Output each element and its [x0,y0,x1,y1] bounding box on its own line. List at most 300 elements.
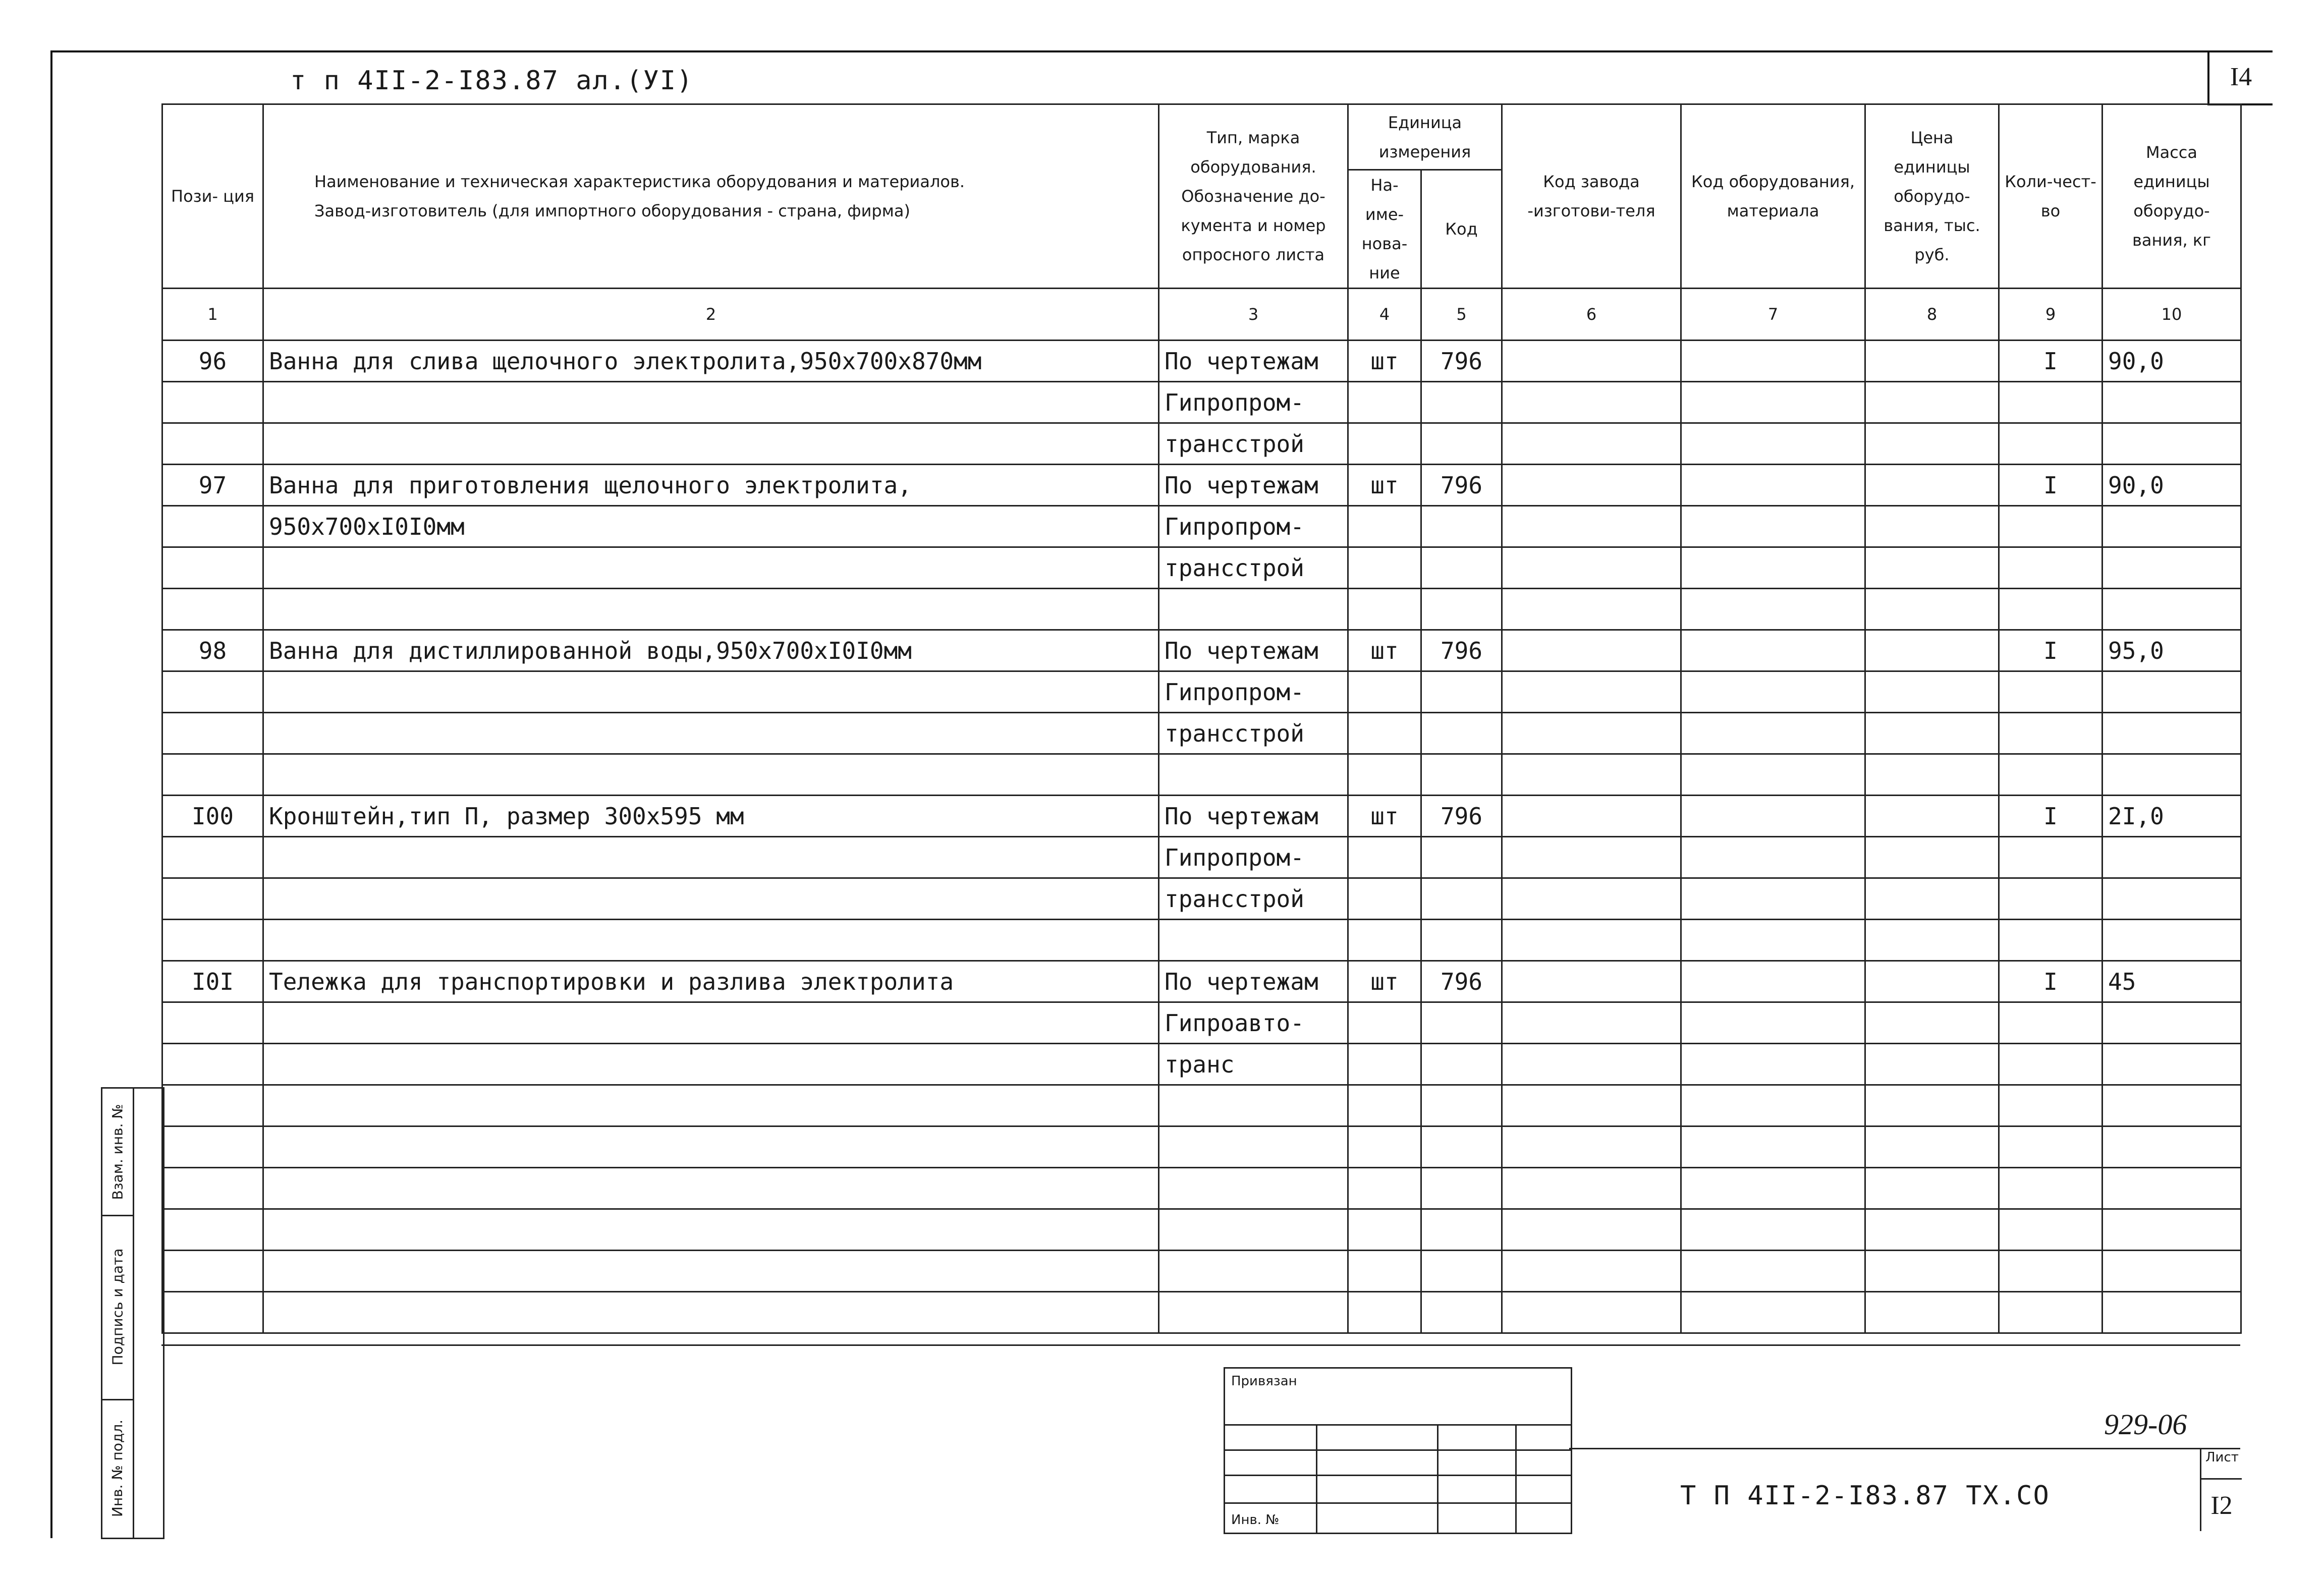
cell-unit-name [1348,1044,1421,1085]
page-number: I4 [2230,63,2252,91]
cell-position [162,754,263,796]
cell-mass [2102,1044,2241,1085]
cell-equipment-code [1681,382,1865,423]
cell-unit-code [1421,423,1502,465]
cell-type: трансстрой [1159,713,1348,754]
cell-unit-code [1421,713,1502,754]
cell-factory-code [1502,1126,1681,1168]
cell-quantity [1999,1209,2102,1251]
cell-quantity [1999,920,2102,961]
table-row [162,1044,2241,1085]
cell-name: Ванна для слива щелочного электролита,950x700x870мм [263,341,1159,382]
cell-price [1865,878,1999,920]
cell-position [162,1002,263,1044]
cell-name [263,878,1159,920]
cell-equipment-code [1681,1085,1865,1126]
cell-equipment-code [1681,837,1865,878]
col-header-equipment-code: Код оборудования, материала [1681,104,1865,289]
column-number: 5 [1421,289,1502,341]
cell-unit-name [1348,506,1421,547]
cell-factory-code [1502,754,1681,796]
cell-price [1865,1168,1999,1209]
cell-name [263,1292,1159,1333]
cell-position [162,1168,263,1209]
cell-mass [2102,878,2241,920]
cell-unit-name: шт [1348,961,1421,1002]
signature-date-cell [102,1215,133,1400]
column-number: 6 [1502,289,1681,341]
cell-unit-name [1348,1002,1421,1044]
cell-price [1865,671,1999,713]
cell-equipment-code [1681,423,1865,465]
cell-position [162,1044,263,1085]
cell-mass [2102,920,2241,961]
cell-mass [2102,671,2241,713]
cell-quantity [1999,671,2102,713]
inv-original-label: Инв. № подл. [109,1419,126,1517]
cell-equipment-code [1681,961,1865,1002]
cell-price [1865,1292,1999,1333]
cell-unit-code [1421,1002,1502,1044]
table-row [162,341,2241,382]
cell-factory-code [1502,382,1681,423]
col-header-price: Цена единицы оборудо-вания, тыс. руб. [1865,104,1999,289]
cell-mass [2102,547,2241,589]
cell-unit-code [1421,878,1502,920]
cell-equipment-code [1681,547,1865,589]
cell-price [1865,341,1999,382]
cell-unit-name [1348,1251,1421,1292]
cell-quantity [1999,1292,2102,1333]
cell-type [1159,754,1348,796]
cell-factory-code [1502,713,1681,754]
cell-type [1159,589,1348,630]
table-row [162,589,2241,630]
cell-unit-code: 796 [1421,796,1502,837]
cell-type [1159,1126,1348,1168]
cell-unit-code [1421,547,1502,589]
cell-factory-code [1502,465,1681,506]
cell-mass: 90,0 [2102,341,2241,382]
cell-type: трансстрой [1159,423,1348,465]
table-row [162,630,2241,671]
cell-unit-name [1348,382,1421,423]
column-number: 8 [1865,289,1999,341]
cell-mass [2102,589,2241,630]
cell-type: По чертежам [1159,630,1348,671]
cell-name [263,1168,1159,1209]
table-row [162,1085,2241,1126]
cell-factory-code [1502,341,1681,382]
cell-mass [2102,754,2241,796]
cell-quantity [1999,1085,2102,1126]
cell-position [162,878,263,920]
equipment-spec-table [161,103,2242,1334]
cell-equipment-code [1681,1251,1865,1292]
column-number: 1 [162,289,263,341]
header-doc-code: т п 4II-2-I83.87 ал.(УI) [290,66,694,96]
cell-price [1865,382,1999,423]
cell-position [162,920,263,961]
cell-price [1865,589,1999,630]
cell-factory-code [1502,961,1681,1002]
cell-factory-code [1502,1002,1681,1044]
cell-price [1865,961,1999,1002]
column-number: 7 [1681,289,1865,341]
cell-type: транс [1159,1044,1348,1085]
cell-position [162,506,263,547]
cell-name [263,423,1159,465]
cell-unit-code: 796 [1421,961,1502,1002]
cell-position: 98 [162,630,263,671]
cell-price [1865,713,1999,754]
binding-stamp [1224,1367,1572,1534]
cell-type [1159,1209,1348,1251]
inventory-number: 929-06 [2104,1408,2187,1441]
table-row [162,754,2241,796]
table-row [162,796,2241,837]
col-header-name: Наименование и техническая характеристика оборудования и материалов. Завод-изготовитель (для импортного оборудования - страна, фирма) [263,104,1159,289]
table-row [162,878,2241,920]
table-bottom-line [161,1344,2240,1346]
cell-name [263,671,1159,713]
cell-price [1865,1126,1999,1168]
table-row [162,506,2241,547]
cell-name [263,920,1159,961]
cell-position [162,589,263,630]
cell-type: Гипропром- [1159,382,1348,423]
col-header-unit-code: Код [1421,170,1502,289]
col-header-unit: Единица измерения [1348,104,1502,170]
cell-name [263,547,1159,589]
cell-name: Ванна для приготовления щелочного электролита, [263,465,1159,506]
cell-price [1865,465,1999,506]
cell-unit-name [1348,1126,1421,1168]
cell-name: Тележка для транспортировки и разлива электролита [263,961,1159,1002]
cell-name: Ванна для дистиллированной воды,950x700xI0I0мм [263,630,1159,671]
cell-unit-name [1348,589,1421,630]
cell-mass [2102,506,2241,547]
cell-mass [2102,1126,2241,1168]
cell-mass [2102,1292,2241,1333]
cell-mass [2102,1209,2241,1251]
cell-equipment-code [1681,1292,1865,1333]
table-row [162,671,2241,713]
sheet-box [2200,1448,2242,1531]
cell-quantity [1999,878,2102,920]
table-row [162,837,2241,878]
cell-unit-name [1348,837,1421,878]
cell-position: 96 [162,341,263,382]
cell-price [1865,920,1999,961]
column-number: 2 [263,289,1159,341]
col-header-factory-code: Код завода -изготови-теля [1502,104,1681,289]
table-row [162,423,2241,465]
col-header-position: Пози- ция [162,104,263,289]
vzam-inv-label: Взам. инв. № [109,1103,126,1200]
page-number-box [2207,50,2273,105]
stamp-privyazan-label: Привязан [1231,1374,1297,1389]
cell-unit-name [1348,423,1421,465]
cell-unit-name: шт [1348,796,1421,837]
cell-unit-name [1348,1292,1421,1333]
cell-factory-code [1502,547,1681,589]
sheet-number: I2 [2201,1478,2242,1520]
cell-position [162,1085,263,1126]
cell-unit-name: шт [1348,465,1421,506]
cell-type: По чертежам [1159,465,1348,506]
cell-name [263,754,1159,796]
cell-position [162,671,263,713]
cell-type [1159,1292,1348,1333]
cell-unit-code [1421,506,1502,547]
cell-price [1865,547,1999,589]
cell-position [162,1126,263,1168]
cell-name [263,1209,1159,1251]
cell-unit-name [1348,671,1421,713]
column-number: 3 [1159,289,1348,341]
cell-factory-code [1502,1292,1681,1333]
cell-unit-code [1421,1209,1502,1251]
cell-price [1865,1085,1999,1126]
cell-quantity [1999,506,2102,547]
table-row [162,1168,2241,1209]
cell-quantity [1999,547,2102,589]
cell-name [263,1126,1159,1168]
cell-equipment-code [1681,1168,1865,1209]
vzam-inv-cell [102,1089,133,1216]
cell-price [1865,754,1999,796]
cell-unit-name [1348,920,1421,961]
cell-price [1865,1002,1999,1044]
cell-unit-code [1421,1044,1502,1085]
cell-type [1159,920,1348,961]
cell-factory-code [1502,671,1681,713]
cell-quantity [1999,589,2102,630]
cell-factory-code [1502,506,1681,547]
cell-factory-code [1502,589,1681,630]
cell-unit-name [1348,1209,1421,1251]
cell-mass [2102,1251,2241,1292]
cell-type: трансстрой [1159,547,1348,589]
cell-name [263,1085,1159,1126]
cell-mass [2102,1168,2241,1209]
table-row [162,713,2241,754]
cell-quantity [1999,423,2102,465]
cell-equipment-code [1681,1126,1865,1168]
cell-unit-name [1348,713,1421,754]
stamp-inv-label: Инв. № [1231,1512,1280,1528]
cell-factory-code [1502,630,1681,671]
cell-name [263,1251,1159,1292]
sheet-label: Лист [2205,1450,2239,1465]
cell-position: 97 [162,465,263,506]
cell-mass [2102,1085,2241,1126]
cell-unit-code [1421,837,1502,878]
cell-position: I00 [162,796,263,837]
cell-unit-code [1421,1292,1502,1333]
cell-unit-code [1421,382,1502,423]
table-row [162,1126,2241,1168]
cell-position [162,1251,263,1292]
cell-type: Гипропром- [1159,837,1348,878]
title-block-line [1569,1448,2240,1449]
cell-mass [2102,1002,2241,1044]
inv-original-cell [102,1399,133,1538]
cell-quantity [1999,713,2102,754]
column-number: 9 [1999,289,2102,341]
cell-unit-code [1421,589,1502,630]
cell-factory-code [1502,1209,1681,1251]
cell-factory-code [1502,796,1681,837]
cell-position [162,1292,263,1333]
cell-type: По чертежам [1159,341,1348,382]
cell-name [263,589,1159,630]
cell-type: Гипроавто- [1159,1002,1348,1044]
cell-type [1159,1251,1348,1292]
cell-name [263,713,1159,754]
cell-quantity [1999,837,2102,878]
cell-quantity [1999,382,2102,423]
cell-factory-code [1502,1168,1681,1209]
cell-equipment-code [1681,630,1865,671]
col-header-unit-name: На-име-нова-ние [1348,170,1421,289]
cell-quantity [1999,1251,2102,1292]
column-number: 10 [2102,289,2241,341]
cell-factory-code [1502,920,1681,961]
col-header-quantity: Коли-чест-во [1999,104,2102,289]
cell-unit-code [1421,1126,1502,1168]
cell-type: По чертежам [1159,961,1348,1002]
cell-position [162,713,263,754]
cell-unit-code [1421,754,1502,796]
cell-quantity [1999,1126,2102,1168]
cell-quantity: I [1999,796,2102,837]
cell-price [1865,630,1999,671]
cell-factory-code [1502,423,1681,465]
cell-unit-code: 796 [1421,465,1502,506]
table-row [162,961,2241,1002]
table-row [162,920,2241,961]
cell-type: трансстрой [1159,878,1348,920]
cell-unit-code [1421,1085,1502,1126]
cell-mass: 95,0 [2102,630,2241,671]
cell-quantity: I [1999,465,2102,506]
table-row [162,1002,2241,1044]
cell-mass: 90,0 [2102,465,2241,506]
cell-unit-code [1421,1168,1502,1209]
cell-factory-code [1502,837,1681,878]
cell-unit-code [1421,920,1502,961]
cell-equipment-code [1681,671,1865,713]
cell-quantity [1999,754,2102,796]
cell-mass [2102,837,2241,878]
cell-equipment-code [1681,506,1865,547]
cell-equipment-code [1681,878,1865,920]
cell-quantity [1999,1044,2102,1085]
cell-mass [2102,423,2241,465]
cell-name: Кронштейн,тип П, размер 300x595 мм [263,796,1159,837]
cell-name [263,1002,1159,1044]
cell-position: I0I [162,961,263,1002]
cell-equipment-code [1681,796,1865,837]
cell-unit-code [1421,1251,1502,1292]
cell-position [162,382,263,423]
cell-unit-code [1421,671,1502,713]
cell-unit-name [1348,878,1421,920]
cell-unit-name [1348,754,1421,796]
cell-name [263,837,1159,878]
cell-equipment-code [1681,713,1865,754]
cell-type: Гипропром- [1159,506,1348,547]
cell-price [1865,837,1999,878]
cell-price [1865,796,1999,837]
cell-price [1865,423,1999,465]
cell-equipment-code [1681,589,1865,630]
cell-price [1865,1251,1999,1292]
cell-position [162,423,263,465]
cell-type: Гипропром- [1159,671,1348,713]
column-number: 4 [1348,289,1421,341]
cell-unit-name: шт [1348,630,1421,671]
cell-type [1159,1168,1348,1209]
cell-price [1865,1044,1999,1085]
cell-equipment-code [1681,920,1865,961]
cell-position [162,547,263,589]
column-number-row [162,289,2241,341]
cell-quantity: I [1999,630,2102,671]
cell-factory-code [1502,1085,1681,1126]
cell-name [263,382,1159,423]
table-row [162,1209,2241,1251]
cell-unit-name [1348,1085,1421,1126]
cell-mass [2102,382,2241,423]
cell-quantity [1999,1168,2102,1209]
cell-mass [2102,713,2241,754]
cell-unit-name [1348,1168,1421,1209]
cell-factory-code [1502,1251,1681,1292]
cell-factory-code [1502,1044,1681,1085]
cell-equipment-code [1681,1002,1865,1044]
table-row [162,1292,2241,1333]
table-row [162,465,2241,506]
cell-equipment-code [1681,341,1865,382]
cell-quantity: I [1999,961,2102,1002]
cell-position [162,1209,263,1251]
cell-equipment-code [1681,754,1865,796]
col-header-mass: Масса единицы оборудо-вания, кг [2102,104,2241,289]
table-row [162,1251,2241,1292]
table-row [162,547,2241,589]
cell-quantity [1999,1002,2102,1044]
cell-name: 950x700xI0I0мм [263,506,1159,547]
cell-type [1159,1085,1348,1126]
cell-equipment-code [1681,1044,1865,1085]
cell-equipment-code [1681,465,1865,506]
left-strip [101,1087,164,1539]
cell-unit-name: шт [1348,341,1421,382]
cell-factory-code [1502,878,1681,920]
signature-date-label: Подпись и дата [109,1248,126,1366]
cell-quantity: I [1999,341,2102,382]
cell-type: По чертежам [1159,796,1348,837]
table-row [162,382,2241,423]
cell-unit-code: 796 [1421,630,1502,671]
cell-mass: 2I,0 [2102,796,2241,837]
cell-price [1865,506,1999,547]
col-header-type: Тип, марка оборудования. Обозначение до-кумента и номер опросного листа [1159,104,1348,289]
cell-name [263,1044,1159,1085]
